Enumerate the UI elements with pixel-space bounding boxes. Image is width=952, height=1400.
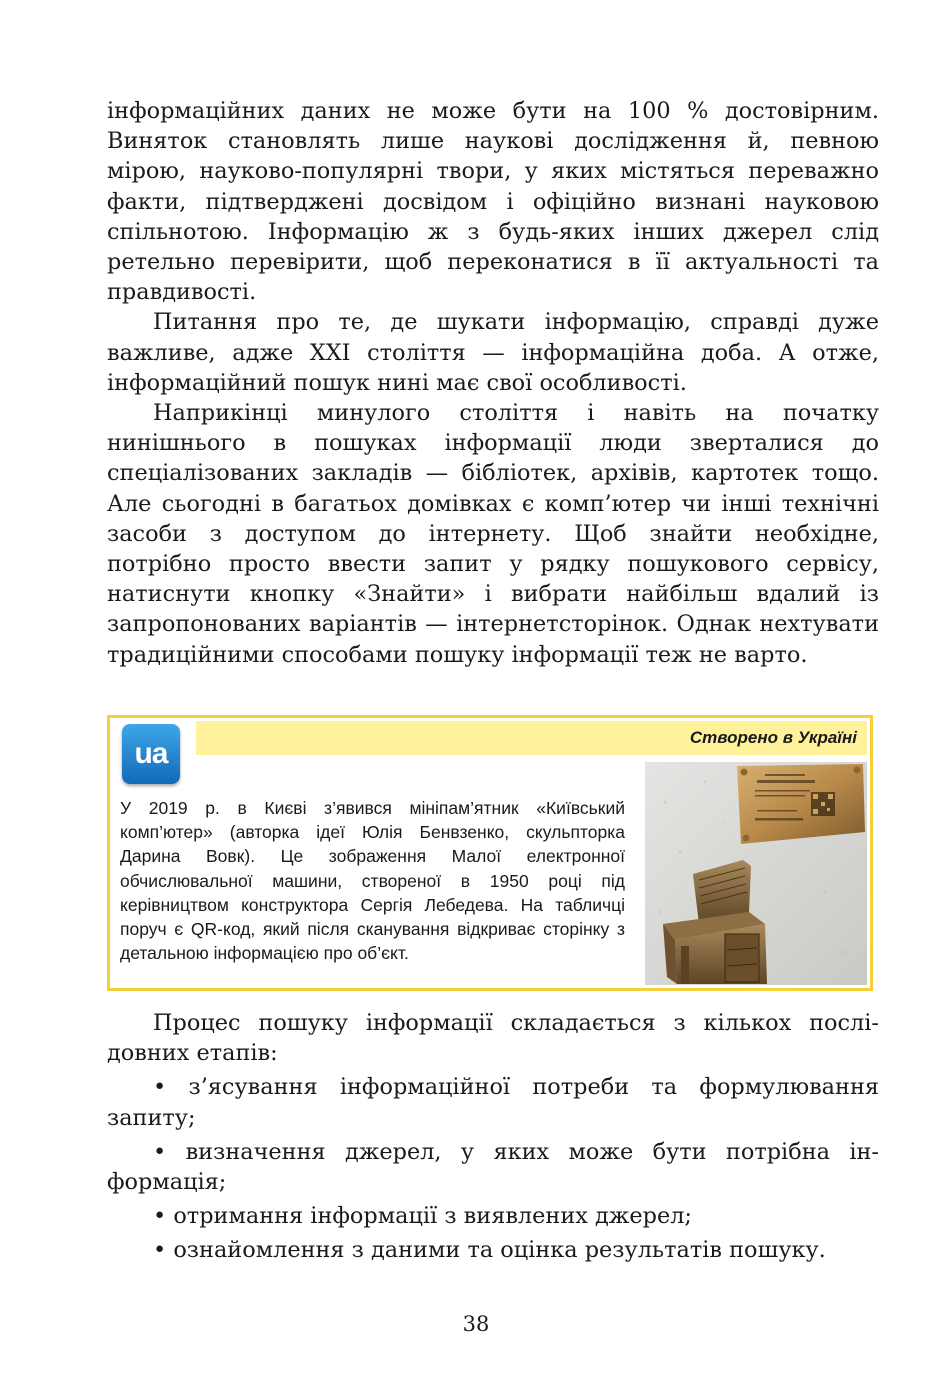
- main-text-top: [107, 96, 879, 670]
- process-steps-list: [107, 1072, 879, 1265]
- process-intro: Процес пошуку інформації складається з кількох послідовних етапів:: [107, 1010, 879, 1067]
- paragraph-3: Наприкінці минулого століття і навіть на початку нинішнього в пошуках інформації люди зверталися до спеціалізованих закладів — бібліотек, архівів, картотек тощо. Але сьогодні в багатьох домівках є комп’ютер чи інші технічні засоби з доступом до інтернету. Щоб знайти необхідне, потрібно просто ввести запит у рядку пошукового сервісу, натиснути кнопку «Знайти» і вибрати найбільш вдалий із запропонованих варіантів — інтернетсторінок. Однак нехтувати традиційними способами пошуку інформації теж не варто.: [107, 400, 879, 668]
- list-item: • з’ясування інформаційної потреби та формулювання запиту;: [107, 1074, 879, 1131]
- made-in-ukraine-box: [107, 715, 873, 991]
- ua-icon-text: ua: [134, 737, 168, 770]
- list-item: • отримання інформації з виявлених джерел;: [153, 1203, 692, 1230]
- main-text-bottom: [107, 1008, 879, 1266]
- list-item: • ознайомлення з даними та оцінка результатів пошуку.: [153, 1237, 826, 1264]
- made-in-ukraine-banner: [196, 721, 867, 755]
- paragraph-2: Питання про те, де шукати інформацію, справді дуже важливе, адже XXI століття — інформаційна доба. А отже, інформаційний пошук нині має свої особливості.: [107, 309, 879, 396]
- list-item: • визначення джерел, у яких може бути потрібна інформація;: [107, 1138, 879, 1196]
- sidebar-text: У 2019 р. в Києві з’явився мініпам’ятник «Київський комп’ютер» (авторка ідеї Юлія Бенвзенко, скульпторка Дарина Вовк). Це зображення Малої електронної обчислювальної машини, створеної в 1950 році під керівництвом конструктора Сергія Лебедева. На табличці поруч є QR-код, який після сканування відкриває сторінку з детальною інформацією про об’єкт.: [120, 798, 625, 964]
- banner-title: Створено в Україні: [689, 728, 857, 747]
- paragraph-1: інформаційних даних не може бути на 100 % достовірним. Виняток становлять лише наукові дослідження й, певною мірою, науково-популярні твори, у яких містяться переважно факти, підтверджені досвідом і офіційно визнані науковою спільнотою. Інформацію ж з будь-яких інших джерел слід ретельно перевірити, щоб переконатися в її актуальності та правдивості.: [107, 98, 879, 306]
- page-number: 38: [462, 1312, 490, 1336]
- monument-photo: [645, 762, 867, 985]
- ua-icon: [122, 724, 180, 784]
